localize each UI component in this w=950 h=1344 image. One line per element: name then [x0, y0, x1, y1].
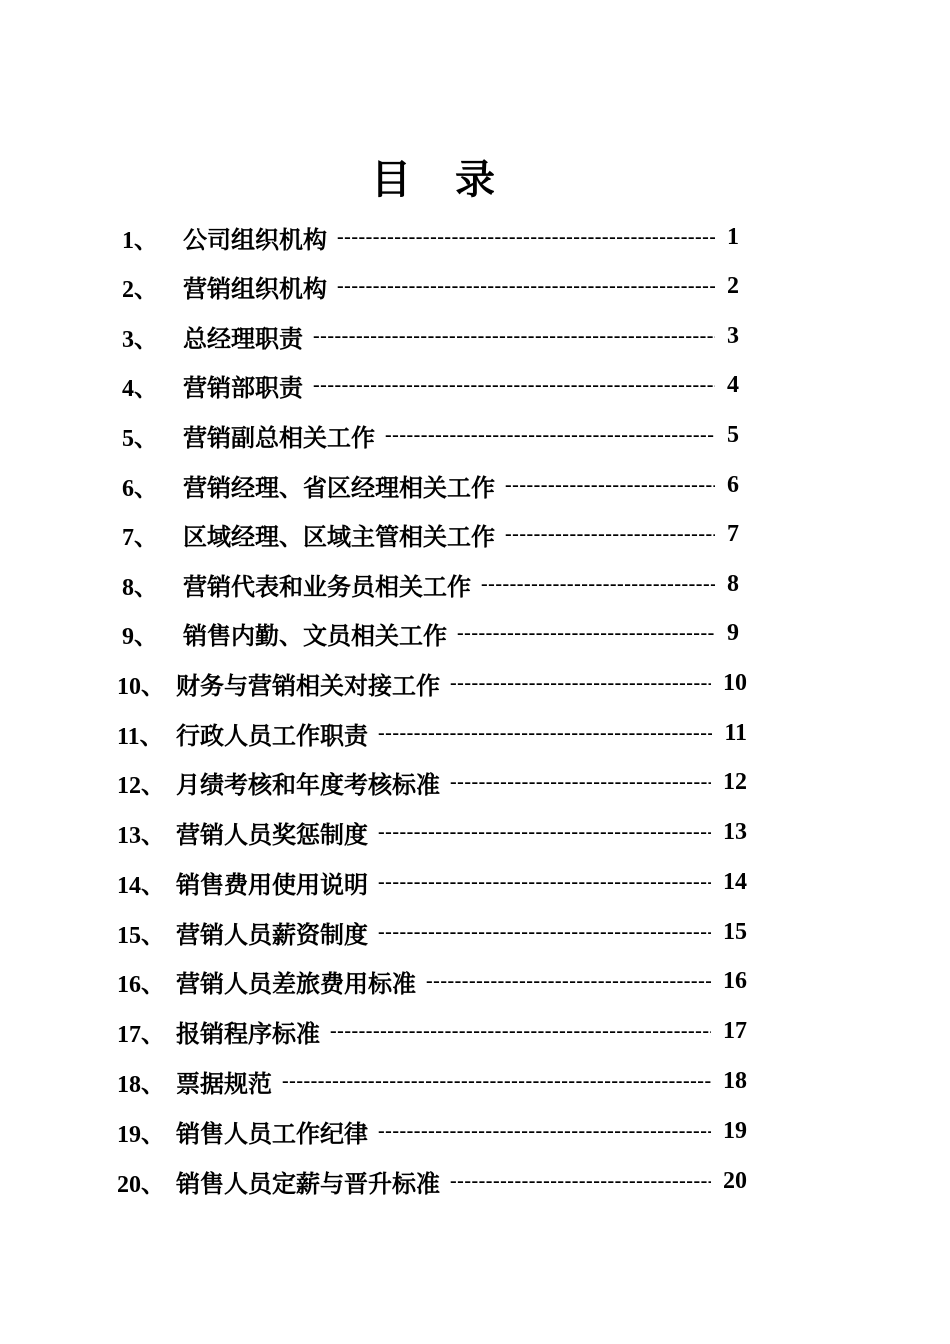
toc-entry-page: 16: [723, 967, 747, 994]
toc-leader-dots: [282, 1069, 711, 1093]
toc-entry-label: 营销部职责: [183, 372, 303, 402]
toc-leader-dots: [481, 572, 715, 596]
toc-entry-number: 4、: [122, 375, 158, 402]
toc-entry-label: 公司组织机构: [183, 224, 327, 254]
toc-entry-page: 11: [724, 719, 747, 746]
toc-entry-page: 8: [727, 570, 739, 597]
toc-entry-page: 4: [727, 371, 739, 398]
toc-entry-number: 20、: [117, 1171, 165, 1198]
title-char-1: 目: [371, 156, 411, 203]
toc-entry[interactable]: [117, 1056, 747, 1106]
toc-entry-label: 营销人员薪资制度: [176, 919, 368, 949]
toc-entry-page: 15: [723, 918, 747, 945]
toc-entry-number: 12、: [117, 772, 165, 799]
toc-entry-number: 15、: [117, 922, 165, 949]
toc-entry-number: 7、: [122, 524, 158, 551]
toc-leader-dots: [378, 920, 711, 944]
toc-entry-label: 营销组织机构: [183, 273, 327, 303]
toc-entry-page: 5: [727, 421, 739, 448]
toc-entry-page: 6: [727, 471, 739, 498]
toc-entry-label: 财务与营销相关对接工作: [176, 670, 440, 700]
toc-entry[interactable]: [122, 212, 739, 262]
toc-entry-label: 总经理职责: [183, 323, 303, 353]
toc-entry-page: 7: [727, 520, 739, 547]
toc-entry[interactable]: [117, 708, 747, 758]
toc-entry-number: 13、: [117, 822, 165, 849]
toc-entry-number: 16、: [117, 971, 165, 998]
toc-leader-dots: [378, 1119, 711, 1143]
toc-entry[interactable]: [117, 658, 747, 708]
page-title: [0, 148, 866, 205]
toc-leader-dots: [505, 522, 715, 546]
toc-entry-label: 月绩考核和年度考核标准: [176, 769, 440, 799]
toc-entry-number: 6、: [122, 475, 158, 502]
toc-entry-number: 17、: [117, 1021, 165, 1048]
toc-entry-label: 销售人员工作纪律: [176, 1118, 368, 1148]
toc-entry-number: 10、: [117, 673, 165, 700]
toc-entry-number: 3、: [122, 326, 158, 353]
toc-leader-dots: [337, 225, 715, 249]
toc-entry-page: 18: [723, 1067, 747, 1094]
toc-entry[interactable]: [122, 509, 739, 559]
toc-entry-label: 营销副总相关工作: [183, 422, 375, 452]
toc-entry-number: 9、: [122, 623, 158, 650]
toc-entry-page: 9: [727, 619, 739, 646]
toc-entry-page: 3: [727, 322, 739, 349]
toc-entry-label: 营销经理、省区经理相关工作: [183, 472, 495, 502]
toc-leader-dots: [505, 473, 715, 497]
toc-entry-label: 销售人员定薪与晋升标准: [176, 1168, 440, 1198]
toc-entry-label: 销售费用使用说明: [176, 869, 368, 899]
toc-entry[interactable]: [122, 360, 739, 410]
toc-entry-label: 营销人员差旅费用标准: [176, 968, 416, 998]
toc-entry[interactable]: [122, 460, 739, 510]
toc-entry-page: 17: [723, 1017, 747, 1044]
toc-leader-dots: [313, 324, 715, 348]
toc-entry-number: 11、: [117, 723, 164, 750]
toc-entry-label: 销售内勤、文员相关工作: [183, 620, 447, 650]
toc-entry-number: 18、: [117, 1071, 165, 1098]
toc-entry-number: 8、: [122, 574, 158, 601]
toc-leader-dots: [426, 969, 711, 993]
toc-entry-page: 2: [727, 272, 739, 299]
toc-leader-dots: [378, 721, 712, 745]
title-char-2: 录: [455, 156, 495, 203]
toc-leader-dots: [330, 1019, 711, 1043]
toc-entry[interactable]: [117, 907, 747, 957]
toc-leader-dots: [450, 1169, 711, 1193]
toc-entry-number: 5、: [122, 425, 158, 452]
toc-entry-label: 票据规范: [176, 1068, 272, 1098]
toc-entry-page: 20: [723, 1167, 747, 1194]
toc-entry-number: 19、: [117, 1121, 165, 1148]
toc-entry-page: 10: [723, 669, 747, 696]
toc-leader-dots: [313, 373, 715, 397]
toc-entry-number: 1、: [122, 227, 158, 254]
toc-entry[interactable]: [122, 261, 739, 311]
toc-leader-dots: [378, 870, 711, 894]
toc-leader-dots: [337, 274, 715, 298]
toc-entry-label: 报销程序标准: [176, 1018, 320, 1048]
toc-entry[interactable]: [117, 1156, 747, 1206]
toc-entry-page: 1: [727, 223, 739, 250]
toc-leader-dots: [450, 770, 711, 794]
toc-leader-dots: [450, 671, 711, 695]
toc-entry[interactable]: [117, 1006, 747, 1056]
toc-entry[interactable]: [122, 608, 739, 658]
toc-entry-label: 营销人员奖惩制度: [176, 819, 368, 849]
toc-entry-page: 13: [723, 818, 747, 845]
toc-entry[interactable]: [117, 1106, 747, 1156]
toc-leader-dots: [378, 820, 711, 844]
toc-entry-label: 区域经理、区域主管相关工作: [183, 521, 495, 551]
toc-entry[interactable]: [122, 410, 739, 460]
toc-entry-label: 行政人员工作职责: [176, 720, 368, 750]
toc-entry-page: 12: [723, 768, 747, 795]
toc-entry[interactable]: [122, 559, 739, 609]
toc-entry[interactable]: [117, 857, 747, 907]
toc-entry-page: 14: [723, 868, 747, 895]
toc-entry[interactable]: [117, 757, 747, 807]
toc-entry[interactable]: [117, 956, 747, 1006]
toc-entry[interactable]: [117, 807, 747, 857]
toc-leader-dots: [385, 423, 715, 447]
toc-entry-page: 19: [723, 1117, 747, 1144]
toc-leader-dots: [457, 621, 715, 645]
toc-entry[interactable]: [122, 311, 739, 361]
toc-entry-number: 14、: [117, 872, 165, 899]
toc-entry-number: 2、: [122, 276, 158, 303]
toc-entry-label: 营销代表和业务员相关工作: [183, 571, 471, 601]
